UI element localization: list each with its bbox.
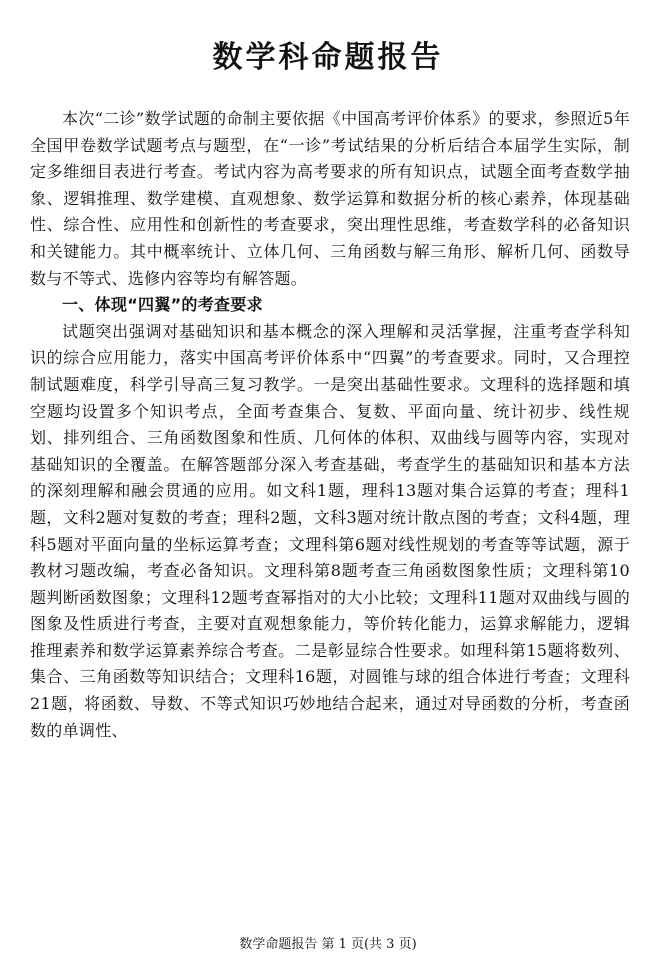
intro-paragraph: 本次“二诊”数学试题的命制主要依据《中国高考评价体系》的要求，参照近5年全国甲卷数学试题考点与题型，在“一诊”考试结果的分析后结合本届学生实际，制定多维细目表进行考查。考试内容为高考要求的所有知识点，试题全面考查数学抽象、逻辑推理、数学建模、直观想象、数学运算和数据分析的核心素养，体现基础性、综合性、应用性和创新性的考查要求，突出理性思维，考查数学科的必备知识和关键能力。其中概率统计、立体几何、三角函数与解三角形、解析几何、函数导数与不等式、选修内容等均有解答题。 (30, 109, 630, 288)
page-footer: 数学命题报告 第 1 页(共 3 页) (239, 937, 417, 952)
report-body (30, 106, 630, 744)
section-paragraph: 试题突出强调对基础知识和基本概念的深入理解和灵活掌握，注重考查学科知识的综合应用能力，落实中国高考评价体系中“四翼”的考查要求。同时，又合理控制试题难度，科学引导高三复习教学。一是突出基础性要求。文理科的选择题和填空题均设置多个知识考点，全面考查集合、复数、平面向量、统计初步、线性规划、排列组合、三角函数图象和性质、几何体的体积、双曲线与圆等内容，实现对基础知识的全覆盖。在解答题部分深入考查基础，考查学生的基础知识和基本方法的深刻理解和融会贯通的应用。如文科1题，理科13题对集合运算的考查；理科1题，文科2题对复数的考查；理科2题，文科3题对统计散点图的考查；文科4题，理科5题对平面向量的坐标运算考查；文理科第6题对线性规划的考查等等试题，源于教材习题改编，考查必备知识。文理科第8题考查三角函数图象性质；文理科第10题判断函数图象；文理科12题考查幂指对的大小比较；文理科11题对双曲线与圆的图象及性质进行考查，主要对直观想象能力，等价转化能力，运算求解能力，逻辑推理素养和数学运算素养综合考查。二是彰显综合性要求。如理科第15题将数列、集合、三角函数等知识结合；文理科16题，对圆锥与球的组合体进行考查；文理科21题，将函数、导数、不等式知识巧妙地结合起来，通过对导函数的分析，考查函数的单调性、 (30, 321, 630, 740)
section-heading: 一、体现“四翼”的考查要求 (62, 295, 263, 315)
page-title: 数学科命题报告 (212, 40, 444, 75)
